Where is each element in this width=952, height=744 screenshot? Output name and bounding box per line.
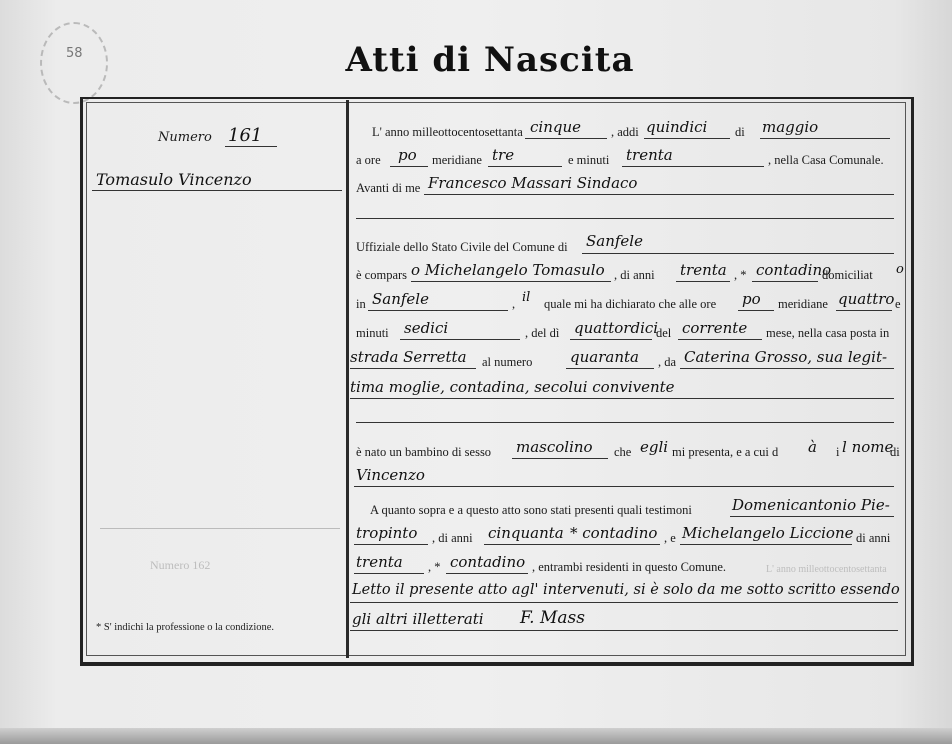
line4-text-a: Uffiziale dello Stato Civile del Comune di [356,240,568,254]
line8-mother-rule [680,368,894,369]
line2-minutes: trenta [626,146,673,164]
footnote: * S' indichi la professione o la condizione. [96,622,275,633]
declarant-profession: contadino [756,261,832,279]
line1-day-rule [644,138,730,139]
line14-age-rule [354,573,424,574]
birth-hour: quattro [838,290,895,308]
line10-text-e: di [890,445,900,459]
line6-pm: po [742,290,761,308]
witness2-profession: contadino [450,553,526,571]
line1-text-a: L' anno milleottocentosettanta [372,125,523,139]
line10-egli: egli [640,438,669,456]
bleed-through-text-left: Numero 162 [150,558,211,572]
line7-text-a: minuti [356,326,389,340]
declarant-name: o Michelangelo Tomasulo [411,261,605,279]
line9-rule [350,398,894,399]
line2-pm-rule [390,166,428,167]
line8-text-a: al numero [482,355,533,369]
line10-a: à [808,438,817,456]
closing-statement-cont: gli altri illetterati [352,610,484,628]
line13-text-a: , di anni [432,531,473,545]
line2-text-d: , nella Casa Comunale. [768,153,884,167]
line2-text-c: e minuti [568,153,610,167]
child-sex: mascolino [516,438,593,456]
line1-year: cinque [530,118,581,136]
line13-w1-rule [354,544,428,545]
line4-rule [582,253,894,254]
line1-year-rule [525,138,607,139]
line12-rule [730,516,894,517]
document-title: Atti di Nascita [345,40,635,80]
registrant-name: Tomasulo Vincenzo [96,170,252,189]
comune-name: Sanfele [586,232,643,250]
witness2-name: Michelangelo Liccione [682,524,854,542]
line12-text-a: A quanto sopra e a questo atto sono stati presenti quali testimoni [370,503,692,517]
witness1-age: cinquanta [488,524,564,542]
line6-text-c: quale mi ha dichiarato che alle ore [544,297,717,311]
line14-text-a: , * [428,560,441,574]
witness1-profession: * contadino [570,524,658,542]
column-divider [346,100,349,658]
line5-prof-rule [752,281,818,282]
witness2-age: trenta [356,553,403,571]
child-name: Vincenzo [356,466,425,484]
line2-hour-rule [488,166,562,167]
line1-month: maggio [762,118,819,136]
line1-day: quindici [646,118,708,136]
line2-hour: tre [492,146,515,164]
numero-value: 161 [228,125,263,146]
line13-text-c: di anni [856,531,891,545]
mother-details: tima moglie, contadina, secolui convivente [350,378,675,396]
page-edge-shadow [0,728,952,744]
line7-day-rule [570,339,652,340]
line10-nome: l nome [842,438,894,456]
line5-age-rule [676,281,730,282]
line1-month-rule [760,138,890,139]
birth-month: corrente [682,319,748,337]
house-number: quaranta [570,348,639,366]
line7-text-b: , del dì [525,326,560,340]
line7-text-c: del [656,326,672,340]
line5-text-b: , di anni [614,268,655,282]
line6-article: il [522,290,531,305]
line11-rule [354,486,894,487]
line13-age-rule [484,544,660,545]
line6-text-b: , [512,297,516,311]
line10-text-a: è nato un bambino di sesso [356,445,492,459]
numero-label: Numero [158,130,212,145]
line10-text-c: mi presenta, e a cui d [672,445,779,459]
line16-rule [350,630,898,631]
line5-text-a: è compars [356,268,408,282]
mother-name: Caterina Grosso, sua legit- [684,348,888,366]
line8-num-rule [566,368,654,369]
line5-name-rule [411,281,611,282]
line14-prof-rule [446,573,528,574]
line6-place-rule [368,310,508,311]
line13-w2-rule [680,544,852,545]
line5-text-d: domiciliat [822,268,873,282]
closing-statement: Letto il presente atto agl' intervenuti, si è solo da me sotto scritto essendo [352,582,900,598]
line2-text-b: meridiane [432,153,482,167]
line1-text-b: , addi [611,125,639,139]
declarant-age: trenta [680,261,727,279]
line5-suffix: o [896,262,904,277]
line2-text-a: a ore [356,153,381,167]
line6-text-d: meridiane [778,297,828,311]
line7-month-rule [678,339,762,340]
line6-hour-rule [836,310,892,311]
line6-text-a: in [356,297,366,311]
line8-text-b: , da [658,355,677,369]
line14-text-b: , entrambi residenti in questo Comune. [532,560,727,574]
stamp-number: 58 [66,46,83,61]
bleed-rule [100,528,340,529]
witness1-name: Domenicantonio Pie- [732,496,890,514]
line2-pm: po [398,146,417,164]
line3-text-a: Avanti di me [356,181,421,195]
line6-pm-rule [738,310,774,311]
line1-text-c: di [735,125,745,139]
birth-day: quattordici [574,319,659,337]
officer-name: Francesco Massari Sindaco [428,174,638,192]
line10-text-d: i [836,445,840,459]
officer-signature: F. Mass [520,608,585,628]
line7-min-rule [400,339,520,340]
bleed-through-text-right: L' anno milleottocentosettanta [766,564,887,575]
residence-place: Sanfele [372,290,429,308]
name-rule [92,190,342,191]
line5-text-c: , * [734,268,747,282]
line2-min-rule [622,166,764,167]
line15-rule [350,602,898,603]
line7-text-d: mese, nella casa posta in [766,326,890,340]
line10-text-b: che [614,445,632,459]
numero-rule [225,146,277,147]
birth-minutes: sedici [404,319,449,337]
blank-rule [356,218,894,219]
blank-rule-2 [356,422,894,423]
street-name: strada Serretta [350,348,467,366]
line10-sex-rule [512,458,608,459]
line3-rule [424,194,894,195]
line8-street-rule [350,368,476,369]
line6-text-e: e [895,297,901,311]
line13-text-b: , e [664,531,676,545]
witness1-name-cont: tropinto [356,524,418,542]
